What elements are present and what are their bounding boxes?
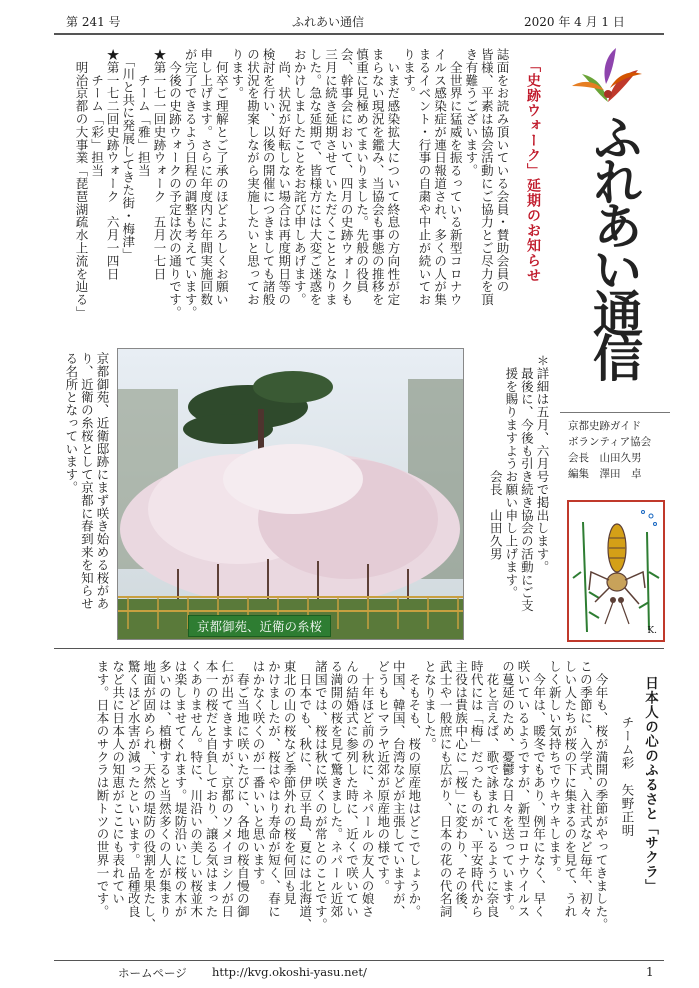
masthead-calligraphy: ふれあい通信 (585, 112, 644, 376)
org-line-2: ボランティア協会 (568, 436, 652, 448)
essay-line: 驚くほど水害が減ったといいます。品種改良 (126, 660, 142, 918)
photo-side-text (56, 352, 110, 632)
org-line-3: 会長 山田久男 (568, 452, 642, 464)
notice-line: まるイベント・行事の自粛や中止が続いてお (417, 48, 433, 306)
notice-line: 全世界に猛威を振るっている新型コロナウ (448, 48, 464, 306)
org-line-4: 編集 澤田 卓 (568, 468, 642, 480)
notice-line: 尚、状況が好転しない場合は再度期日等の (276, 48, 292, 306)
notice-line: 誌面をお読み頂いている会員・賛助会員の (495, 48, 510, 294)
notice-line: 慎重に見極めてまいりました。先般の役員 (354, 48, 370, 294)
essay-body (56, 660, 609, 956)
notice-line: 何卒ご理解とご了承のほどよろしくお願い (214, 48, 230, 306)
notice-line: の状況を勘案しながら実施したいと思ってお (245, 48, 261, 306)
essay-line: しい人たちが桜の下に集まるのを見て、うれ (562, 660, 578, 918)
essay-line: など共に日本人の知恵がここにも表れてい (110, 660, 126, 906)
issue-date: 2020 年 4 月 1 日 (524, 15, 625, 29)
essay-line: の蔓延のため、憂鬱な日々を送っています。 (500, 660, 516, 918)
header-title: ふれあい通信 (292, 15, 365, 29)
insect-illustration-icon (569, 502, 663, 640)
essay-line: 諸国では、桜は秋に咲くのが常とのことです。 (313, 660, 329, 931)
essay-line: 春ご当地に咲いたびに、各地の桜自慢の御 (235, 660, 251, 918)
essay-line: 今年も、桜が満開の季節がやってきました。 (594, 660, 609, 931)
essay-line: この季節に、入学式、入社式など毎年、初々 (578, 660, 594, 918)
essay-line: 咲いているようですが、新型コロナウイルス (516, 660, 532, 918)
notice-line: まらない現況を鑑み、当協会も事態の推移を (370, 48, 386, 306)
essay-line: はかなく咲くのが一番いいと思います。 (250, 660, 266, 893)
notice-body (54, 48, 510, 344)
notice-line: 申し上げます。さらに年度内に年間実施回数 (198, 48, 214, 306)
header-rule (54, 33, 664, 35)
essay-line: ます。日本のサクラは断トツの世界一です。 (95, 660, 110, 918)
essay-line: 今年は、暖冬でもあり、例年になく、早く (531, 660, 547, 918)
flower-logo-icon (568, 44, 648, 108)
essay-line: 十年ほど前の秋に、ネパールの友人の娘さ (360, 660, 376, 918)
notice-line: 今後の史跡ウォークの予定は次の通りです。 (167, 48, 183, 319)
essay-line: 中国、韓国、台湾などが主張していますが、 (391, 660, 407, 918)
issue-number: 第 241 号 (66, 15, 121, 29)
page-number: 1 (646, 965, 654, 979)
section-divider (54, 648, 664, 649)
notice-line: ★第一七一回史跡ウォーク 五月一七日 (151, 48, 167, 281)
notice-line: ★第一七二回史跡ウォーク 六月一四日 (105, 48, 121, 281)
essay-line: 東北の山の桜など季節外れの桜を何回も見 (282, 660, 298, 906)
notice-line: 検討を行い、以後の開催につきましても諸般 (261, 48, 277, 306)
essay-line: 花と言えば、歌で詠まれているように奈良 (484, 660, 500, 918)
essay-line: 日本でも、秋に、伊豆半島、夏には北海道、 (297, 660, 313, 931)
notice-line: ります。 (401, 48, 417, 100)
essay-line: どうもヒマラヤ近郊が原産地の様です。 (375, 660, 391, 893)
notice-line: 明治京都の大事業「琵琶湖疏水上流を辿る」 (73, 48, 89, 319)
notice-line: 三月に続き延期させていただくこととなりま (323, 48, 339, 306)
essay-line: しく新しい気持ちでウキウキします。 (547, 660, 563, 880)
essay-line: 地面が固められ、天然の堤防の役割を果たし、 (141, 660, 157, 931)
photo-side-line: る名所となっています。 (63, 352, 79, 494)
org-line-1: 京都史跡ガイド (568, 420, 642, 432)
essay-line: 時代には「梅」だったものが、平安時代から (469, 660, 485, 918)
essay-title: 日本人の心のふるさと「サクラ」 (642, 676, 658, 894)
essay-line: 多いのは、植樹すると当然多くの人が集まり (157, 660, 173, 918)
notice-line: した。急な延期で、皆様方には大変ご迷惑を (307, 48, 323, 306)
essay-line: くありません。特に、川沿いの美しい桜並木 (188, 660, 204, 918)
notice-line: が完了できるよう日程の調整も考えています。 (183, 48, 199, 319)
notice-line: イルス感染症が連日報道され、多くの人が集 (432, 48, 448, 306)
photo-side-line: 京都御苑、近衛邸跡にまず咲き始める桜があ (95, 352, 110, 610)
essay-line: は楽しませてくれます。堤防沿いに桜の木が (172, 660, 188, 918)
homepage-url-link[interactable]: http://kvg.okoshi-yasu.net/ (212, 965, 367, 979)
notice-line: き有難うございます。 (463, 48, 479, 177)
notice-line: 「川と共に発展してきた街・梅津」 (120, 48, 136, 262)
notice-tail-line: 会長 山田久男 (488, 354, 504, 561)
essay-author: チーム彩 矢野正明 (620, 716, 635, 838)
notice-line: 皆様、平素は協会活動にご協力とご尽力を頂 (479, 48, 495, 306)
notice-line: いまだ感染拡大について終息の方向性が定 (385, 48, 401, 306)
essay-line: かけましたが、桜はやはり寿命が短く、春に (266, 660, 282, 918)
notice-line: チーム「彩」担当 (89, 48, 105, 177)
notice-line: 会、幹事会において、四月の史跡ウォークも (339, 48, 355, 306)
illustration-signature: K. (647, 626, 657, 636)
essay-line: 本一の桜だと自負しており、譲る気はまった (204, 660, 220, 918)
org-block (568, 418, 651, 482)
essay-line: んの結婚式に参列した時に、近くで咲いてい (344, 660, 360, 918)
footer-rule (54, 960, 664, 961)
essay-line: 武士や一般庶にも広がり、日本の花の代名詞 (438, 660, 454, 918)
essay-line: となりました。 (422, 660, 438, 751)
essay-line: そもそも、桜の原産地はどこでしょうか。 (406, 660, 422, 918)
notice-line: おかけしましたことをお詫び申しあげます。 (292, 48, 308, 306)
notice-line: ります。 (229, 48, 245, 100)
cherry-tree-photo (117, 348, 464, 640)
notice-tail-line: 援を賜りますようお願い申し上げます。 (503, 354, 519, 600)
essay-line: る満開の桜を見て驚きました。ネパール近郊 (328, 660, 344, 918)
notice-tail (470, 354, 550, 624)
photo-side-line: り、近衛の糸桜として京都に春到来を知らせ (79, 352, 95, 610)
notice-title: 「史跡ウォーク」延期のお知らせ (525, 58, 541, 283)
illustration-frame (567, 500, 665, 642)
notice-tail-line: 最後に、今後も引き続き協会の活動にご支 (519, 354, 535, 612)
notice-line: チーム「雅」担当 (136, 48, 152, 177)
essay-line: 主役は貴族中心に「桜」に変わり、その後、 (453, 660, 469, 918)
photo-caption: 京都御苑、近衛の糸桜 (188, 615, 331, 637)
essay-line: 仁が出てきますが、京都のソメイヨシノが日 (219, 660, 235, 918)
masthead-divider (560, 412, 670, 413)
notice-tail-line: ＊詳細は五月、六月号で掲出します。 (535, 354, 550, 574)
homepage-label: ホームページ (118, 966, 187, 980)
